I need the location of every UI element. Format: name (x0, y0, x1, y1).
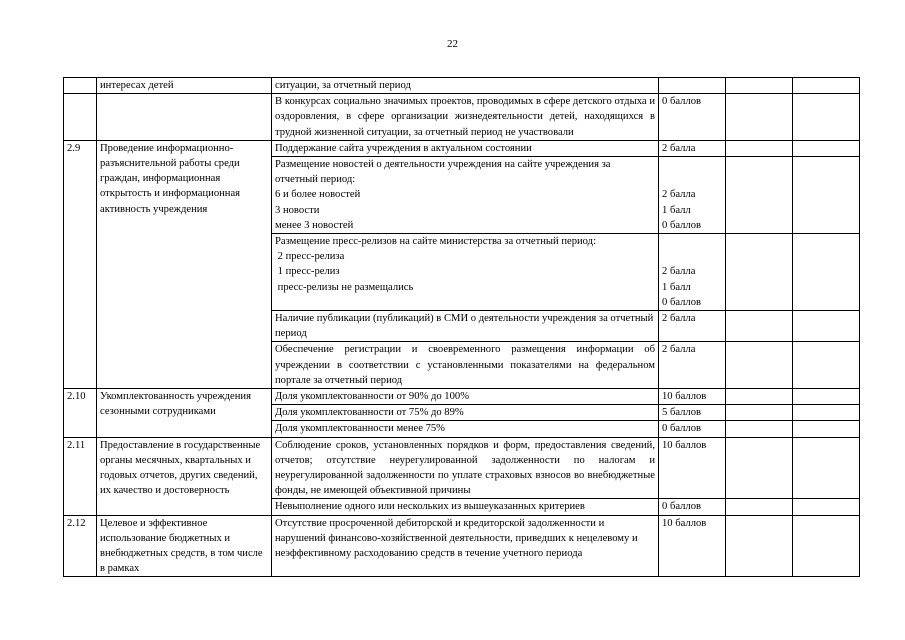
table-row (64, 140, 860, 156)
criterion-text: Поддержание сайта учреждения в актуальном состоянии (272, 140, 659, 156)
score-cell: 2 балла (659, 311, 726, 342)
row-number (64, 78, 97, 94)
empty-cell (793, 94, 860, 141)
empty-cell (726, 94, 793, 141)
criterion-text: ситуации, за отчетный период (272, 78, 659, 94)
empty-cell (726, 437, 793, 499)
criterion-text: Отсутствие просроченной дебиторской и кредиторской задолженности и нарушений финансово-хозяйственной деятельности, приведших к нецелевому и неэффективному расходованию средств в течение учетного периода (272, 515, 659, 577)
empty-cell (726, 234, 793, 311)
table-row (64, 515, 860, 577)
criterion-option: пресс-релизы не размещались (275, 281, 414, 293)
empty-cell (793, 389, 860, 405)
score-cell (659, 234, 726, 311)
criterion-text: Доля укомплектованности от 75% до 89% (272, 405, 659, 421)
criterion-option: 2 пресс-релиза (275, 251, 345, 263)
score-cell (659, 157, 726, 234)
score-cell: 2 балла (659, 140, 726, 156)
criterion-option: 1 пресс-релиз (275, 266, 340, 278)
empty-cell (726, 342, 793, 389)
empty-cell (726, 157, 793, 234)
score-cell: 0 баллов (659, 499, 726, 515)
row-number (64, 94, 97, 141)
criterion-option: менее 3 новостей (275, 219, 354, 231)
indicator-name: Предоставление в государственные органы месячных, квартальных и годовых отчетов, других сведений, их качество и достоверность (97, 437, 272, 515)
score-option: 2 балла (662, 266, 696, 278)
criterion-text: Доля укомплектованности от 90% до 100% (272, 389, 659, 405)
score-cell: 10 баллов (659, 389, 726, 405)
row-number: 2.12 (64, 515, 97, 577)
indicator-name: Целевое и эффективное использование бюджетных и внебюджетных средств, в том числе в рамках (97, 515, 272, 577)
criterion-option: 3 новости (275, 204, 320, 216)
empty-cell (793, 515, 860, 577)
empty-cell (793, 311, 860, 342)
empty-cell (726, 499, 793, 515)
score-cell: 5 баллов (659, 405, 726, 421)
criterion-text: Обеспечение регистрации и своевременного размещения информации об учреждении в соответствии с установленными показателями на федеральном портале за отчетный период (272, 342, 659, 389)
table-row (64, 78, 860, 94)
score-option: 0 баллов (662, 296, 702, 308)
empty-cell (726, 405, 793, 421)
empty-cell (726, 140, 793, 156)
indicator-name: Укомплектованность учреждения сезонными сотрудниками (97, 389, 272, 438)
criterion-option: 6 и более новостей (275, 189, 361, 201)
criterion-lead: Размещение пресс-релизов на сайте министерства за отчетный период: (275, 236, 597, 248)
empty-cell (726, 515, 793, 577)
empty-cell (726, 311, 793, 342)
criterion-text (272, 234, 659, 311)
indicator-name (97, 94, 272, 141)
score-cell: 2 балла (659, 342, 726, 389)
criterion-text: В конкурсах социально значимых проектов, проводимых в сфере детского отдыха и оздоровления, в сфере организации жизнедеятельности детей, находящихся в трудной жизненной ситуации, за отчетный период не участвовали (272, 94, 659, 141)
criterion-text: Доля укомплектованности менее 75% (272, 421, 659, 437)
empty-cell (793, 342, 860, 389)
empty-cell (726, 78, 793, 94)
empty-cell (726, 389, 793, 405)
empty-cell (793, 437, 860, 499)
score-cell: 0 баллов (659, 94, 726, 141)
criteria-table (63, 77, 860, 577)
empty-cell (793, 499, 860, 515)
indicator-name: Проведение информационно-разъяснительной работы среди граждан, информационная открытость и информационная активность учреждения (97, 140, 272, 388)
row-number: 2.9 (64, 140, 97, 388)
score-option: 0 баллов (662, 219, 702, 231)
score-option: 1 балл (662, 204, 691, 216)
score-cell: 10 баллов (659, 437, 726, 499)
criterion-lead: Размещение новостей о деятельности учреждения на сайте учреждения за отчетный период: (275, 159, 611, 186)
table-row (64, 437, 860, 499)
indicator-name: интересах детей (97, 78, 272, 94)
empty-cell (793, 157, 860, 234)
criterion-text: Невыполнение одного или нескольких из вышеуказанных критериев (272, 499, 659, 515)
table-row (64, 389, 860, 405)
criterion-text (272, 157, 659, 234)
empty-cell (793, 405, 860, 421)
criterion-text: Наличие публикации (публикаций) в СМИ о деятельности учреждения за отчетный период (272, 311, 659, 342)
score-cell: 10 баллов (659, 515, 726, 577)
empty-cell (793, 421, 860, 437)
empty-cell (793, 140, 860, 156)
score-option: 2 балла (662, 189, 696, 201)
row-number: 2.11 (64, 437, 97, 515)
empty-cell (793, 234, 860, 311)
empty-cell (793, 78, 860, 94)
criterion-text: Соблюдение сроков, установленных порядков и форм, предоставления сведений, отчетов; отсутствие неурегулированной задолженности по налогам и неурегулированной задолженности по уплате страховых взносов во внебюджетные фонды, не имеющей объективной причины (272, 437, 659, 499)
score-cell: 0 баллов (659, 421, 726, 437)
score-option: 1 балл (662, 281, 691, 293)
score-cell (659, 78, 726, 94)
empty-cell (726, 421, 793, 437)
page-number: 22 (447, 38, 458, 50)
table-row (64, 94, 860, 141)
row-number: 2.10 (64, 389, 97, 438)
